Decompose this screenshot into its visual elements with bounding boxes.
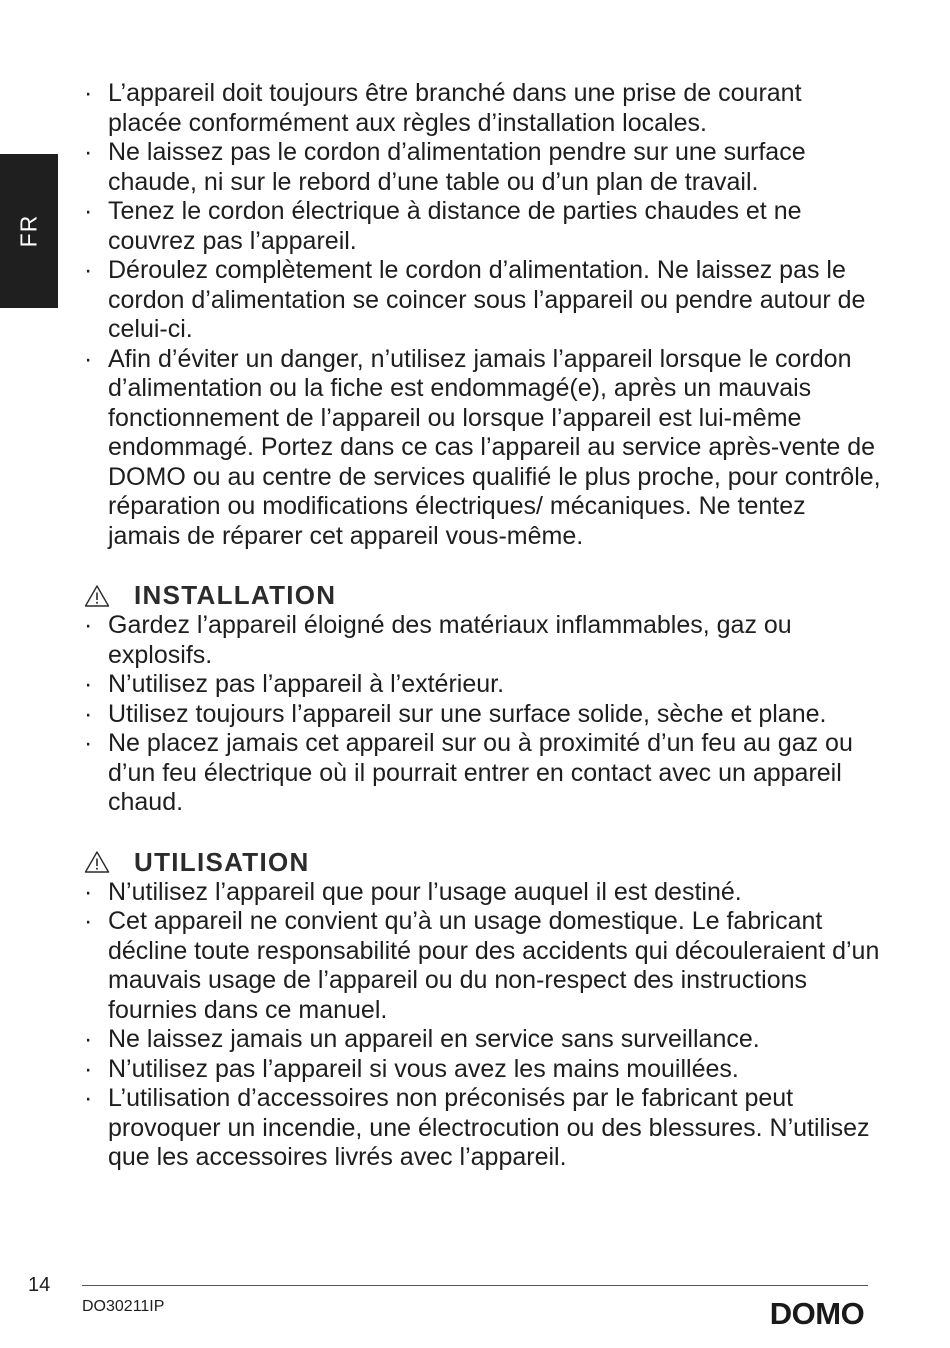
bullet-icon: · [84, 344, 93, 373]
bullet-icon: · [84, 670, 93, 698]
bullet-icon: · [84, 197, 93, 225]
bullet-icon: · [84, 877, 93, 906]
footer-divider [82, 1285, 868, 1286]
list-item: · Gardez l’appareil éloigné des matériaux inflammables, gaz ou explosifs. [84, 611, 792, 669]
bullet-icon: · [84, 611, 93, 639]
intro-bullet-list [82, 79, 882, 551]
list-item: · N’utilisez pas l’appareil à l’extérieur. [84, 670, 505, 698]
list-item: · N’utilisez pas l’appareil si vous avez les mains mouillées. [84, 1054, 739, 1083]
domo-logo [764, 1297, 870, 1329]
bullet-icon: · [84, 699, 93, 728]
language-label: FR [15, 214, 42, 248]
bullet-icon: · [84, 729, 93, 757]
page-content [82, 79, 882, 1173]
bullet-icon: · [84, 907, 93, 935]
list-item: · N’utilisez l’appareil que pour l’usage auquel il est destiné. [84, 877, 742, 906]
page-number: 14 [28, 1274, 51, 1296]
warning-triangle-icon [84, 584, 110, 608]
bullet-icon: · [84, 1084, 93, 1112]
list-item: · Cet appareil ne convient qu’à un usage domestique. Le fabricant décline toute responsabilité pour des accidents qui découleraient d’un mauvais usage de l’appareil ou du non-respect des instructions fournies dans ce manuel. [84, 907, 880, 1024]
utilisation-section [82, 847, 882, 1173]
bullet-icon: · [84, 79, 93, 107]
installation-heading [82, 580, 882, 611]
list-item: · Afin d’éviter un danger, n’utilisez jamais l’appareil lorsque le cordon d’alimentation ou la fiche est endommagé(e), après un mauvais fonctionnement de l’appareil ou lorsque l’appareil est lui-même endommagé. Portez dans ce cas l’appareil au service après-vente de DOMO ou au centre de services qualifié le plus proche, pour contrôle, réparation ou modifications électriques/ mécaniques. Ne tentez jamais de réparer cet appareil vous-même. [84, 344, 881, 550]
list-item: · Déroulez complètement le cordon d’alimentation. Ne laissez pas le cordon d’alimentation se coincer sous l’appareil ou pendre autour de celui-ci. [84, 256, 866, 343]
utilisation-bullet-list [82, 878, 882, 1173]
bullet-icon: · [84, 1025, 93, 1053]
section-title: UTILISATION [134, 846, 310, 877]
model-code: DO30211IP [82, 1298, 165, 1315]
section-title: INSTALLATION [134, 580, 337, 610]
warning-triangle-icon [84, 850, 110, 874]
bullet-icon: · [84, 138, 93, 166]
list-item: · Ne placez jamais cet appareil sur ou à proximité d’un feu au gaz ou d’un feu électrique où il pourrait entrer en contact avec un appareil chaud. [84, 729, 853, 816]
list-item: · Utilisez toujours l’appareil sur une surface solide, sèche et plane. [84, 699, 827, 728]
list-item: · L’utilisation d’accessoires non préconisés par le fabricant peut provoquer un incendie, une électrocution ou des blessures. N’utilisez que les accessoires livrés avec l’appareil. [84, 1084, 870, 1171]
utilisation-heading [82, 847, 882, 878]
list-item: · Ne laissez jamais un appareil en service sans surveillance. [84, 1025, 760, 1053]
bullet-icon: · [84, 1054, 93, 1083]
bullet-icon: · [84, 256, 93, 284]
list-item: · L’appareil doit toujours être branché dans une prise de courant placée conformément aux règles d’installation locales. [84, 79, 802, 137]
language-tab [0, 154, 58, 308]
list-item: · Ne laissez pas le cordon d’alimentation pendre sur une surface chaude, ni sur le rebord d’une table ou d’un plan de travail. [84, 138, 806, 196]
list-item: · Tenez le cordon électrique à distance de parties chaudes et ne couvrez pas l’appareil. [84, 197, 802, 255]
domo-logo-text: DOMO [769, 1297, 865, 1329]
installation-section [82, 580, 882, 818]
installation-bullet-list [82, 611, 882, 818]
